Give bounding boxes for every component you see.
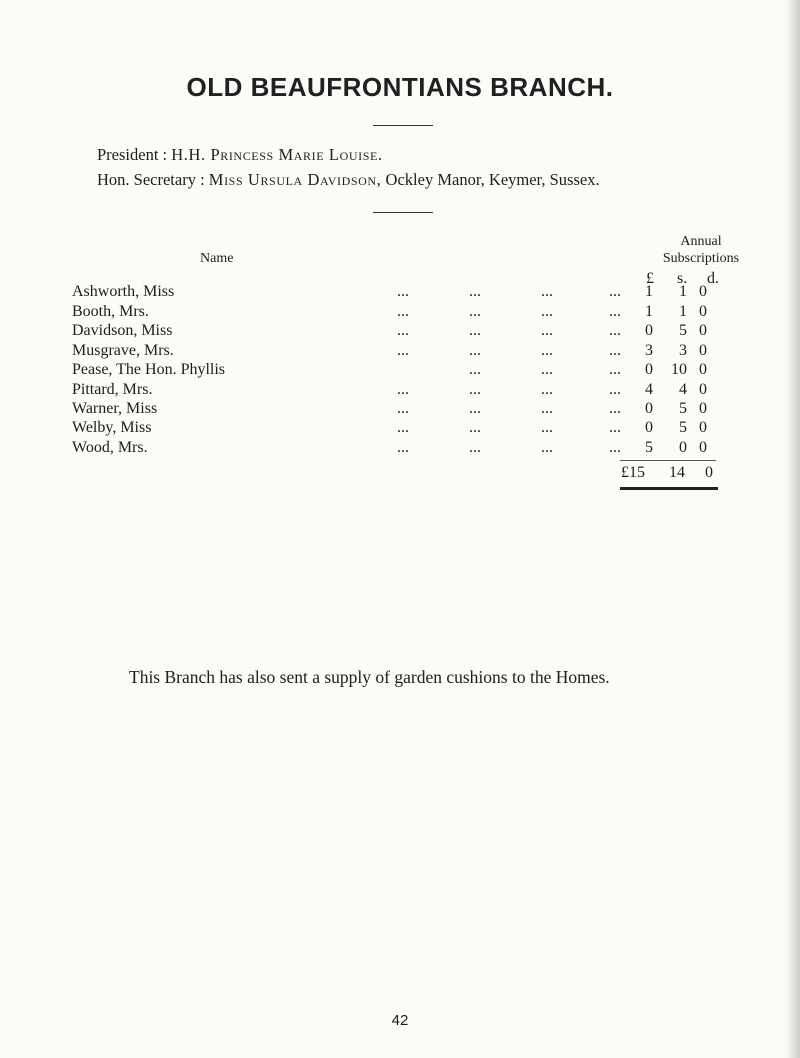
amount-pounds: 0: [645, 419, 653, 436]
leader-dots: ...: [397, 322, 409, 339]
leader-dots: ...: [541, 342, 553, 359]
amount-pounds: 4: [645, 381, 653, 398]
leader-dots: ...: [541, 361, 553, 378]
president-name: H.H. Princess Marie Louise.: [171, 145, 383, 164]
amount-pounds: 5: [645, 439, 653, 456]
amount-pounds: 1: [645, 303, 653, 320]
subscriptions-header-line-1: Annual: [680, 234, 722, 249]
secretary-address: Ockley Manor, Keymer, Sussex.: [385, 170, 600, 189]
name-column-header: Name: [200, 251, 234, 266]
amount-shillings: 3: [679, 342, 687, 359]
amount-shillings: 4: [679, 381, 687, 398]
page-title: OLD BEAUFRONTIANS BRANCH.: [186, 72, 614, 102]
subscriber-name: Welby, Miss: [72, 419, 152, 436]
amount-pounds: 0: [645, 322, 653, 339]
subscriber-name: Pease, The Hon. Phyllis: [72, 361, 226, 378]
unit-pence: d.: [707, 270, 719, 287]
leader-dots: ...: [541, 419, 553, 436]
table-row: [72, 439, 742, 459]
leader-dots: ...: [469, 283, 481, 300]
leader-dots: ...: [397, 303, 409, 320]
leader-dots: ...: [609, 322, 621, 339]
amount-pounds: 3: [645, 342, 653, 359]
leader-dots: ...: [469, 361, 481, 378]
leader-dots: ...: [541, 283, 553, 300]
leader-dots: ...: [397, 439, 409, 456]
amount-shillings: 10: [671, 361, 687, 378]
subscriber-name: Musgrave, Mrs.: [72, 342, 174, 359]
amount-pence: 0: [699, 381, 707, 398]
total-rule: [620, 460, 716, 461]
section-divider: [373, 212, 433, 213]
amount-pence: 0: [699, 303, 707, 320]
table-row: [72, 361, 742, 381]
president-label: President :: [97, 145, 168, 164]
amount-shillings: 0: [679, 439, 687, 456]
leader-dots: ...: [541, 400, 553, 417]
leader-dots: ...: [469, 400, 481, 417]
unit-shillings: s.: [677, 270, 688, 287]
amount-pounds: 1: [645, 283, 653, 300]
page-number: 42: [391, 1012, 409, 1029]
amount-shillings: 1: [679, 303, 687, 320]
unit-pound: £: [646, 270, 654, 287]
leader-dots: ...: [541, 439, 553, 456]
leader-dots: ...: [541, 322, 553, 339]
table-row: [72, 419, 742, 439]
subscriber-name: Ashworth, Miss: [72, 283, 175, 300]
amount-pence: 0: [699, 361, 707, 378]
amount-pence: 0: [699, 342, 707, 359]
total-shillings: 14: [669, 464, 685, 481]
leader-dots: ...: [469, 303, 481, 320]
leader-dots: ...: [469, 381, 481, 398]
total-pence: 0: [705, 464, 713, 481]
amount-pounds: 0: [645, 400, 653, 417]
title-divider: [373, 125, 433, 126]
leader-dots: ...: [609, 361, 621, 378]
table-row: [72, 400, 742, 420]
secretary-name: Miss Ursula Davidson,: [208, 170, 382, 189]
leader-dots: ...: [397, 381, 409, 398]
total-pounds: £15: [621, 464, 645, 481]
leader-dots: ...: [609, 303, 621, 320]
leader-dots: ...: [397, 419, 409, 436]
secretary-label: Hon. Secretary :: [97, 170, 205, 189]
leader-dots: ...: [541, 381, 553, 398]
page-edge-shadow: [786, 0, 800, 1058]
table-row: [72, 303, 742, 323]
leader-dots: ...: [609, 439, 621, 456]
leader-dots: ...: [609, 381, 621, 398]
amount-pence: 0: [699, 419, 707, 436]
amount-pence: 0: [699, 283, 707, 300]
amount-shillings: 5: [679, 322, 687, 339]
table-row: [72, 283, 742, 303]
subscriptions-header-line-2: Subscriptions: [662, 251, 740, 266]
leader-dots: ...: [469, 419, 481, 436]
amount-shillings: 5: [679, 400, 687, 417]
leader-dots: ...: [541, 303, 553, 320]
leader-dots: ...: [609, 419, 621, 436]
subscriptions-header: [636, 233, 766, 267]
table-row: [72, 381, 742, 401]
secretary-line: [97, 170, 600, 190]
leader-dots: ...: [469, 439, 481, 456]
subscriber-name: Davidson, Miss: [72, 322, 173, 339]
table-row: [72, 342, 742, 362]
table-row: [72, 322, 742, 342]
leader-dots: ...: [609, 400, 621, 417]
amount-pence: 0: [699, 322, 707, 339]
branch-note: This Branch has also sent a supply of garden cushions to the Homes.: [129, 667, 610, 687]
leader-dots: ...: [609, 342, 621, 359]
amount-pence: 0: [699, 400, 707, 417]
subscriber-name: Booth, Mrs.: [72, 303, 149, 320]
subscriber-name: Pittard, Mrs.: [72, 381, 153, 398]
amount-pence: 0: [699, 439, 707, 456]
president-line: [97, 145, 383, 165]
leader-dots: ...: [397, 283, 409, 300]
leader-dots: ...: [609, 283, 621, 300]
amount-shillings: 1: [679, 283, 687, 300]
leader-dots: ...: [397, 342, 409, 359]
amount-shillings: 5: [679, 419, 687, 436]
amount-pounds: 0: [645, 361, 653, 378]
total-double-rule: [620, 487, 718, 490]
leader-dots: ...: [469, 322, 481, 339]
leader-dots: ...: [397, 400, 409, 417]
subscriber-name: Wood, Mrs.: [72, 439, 148, 456]
leader-dots: ...: [469, 342, 481, 359]
subscriber-name: Warner, Miss: [72, 400, 158, 417]
